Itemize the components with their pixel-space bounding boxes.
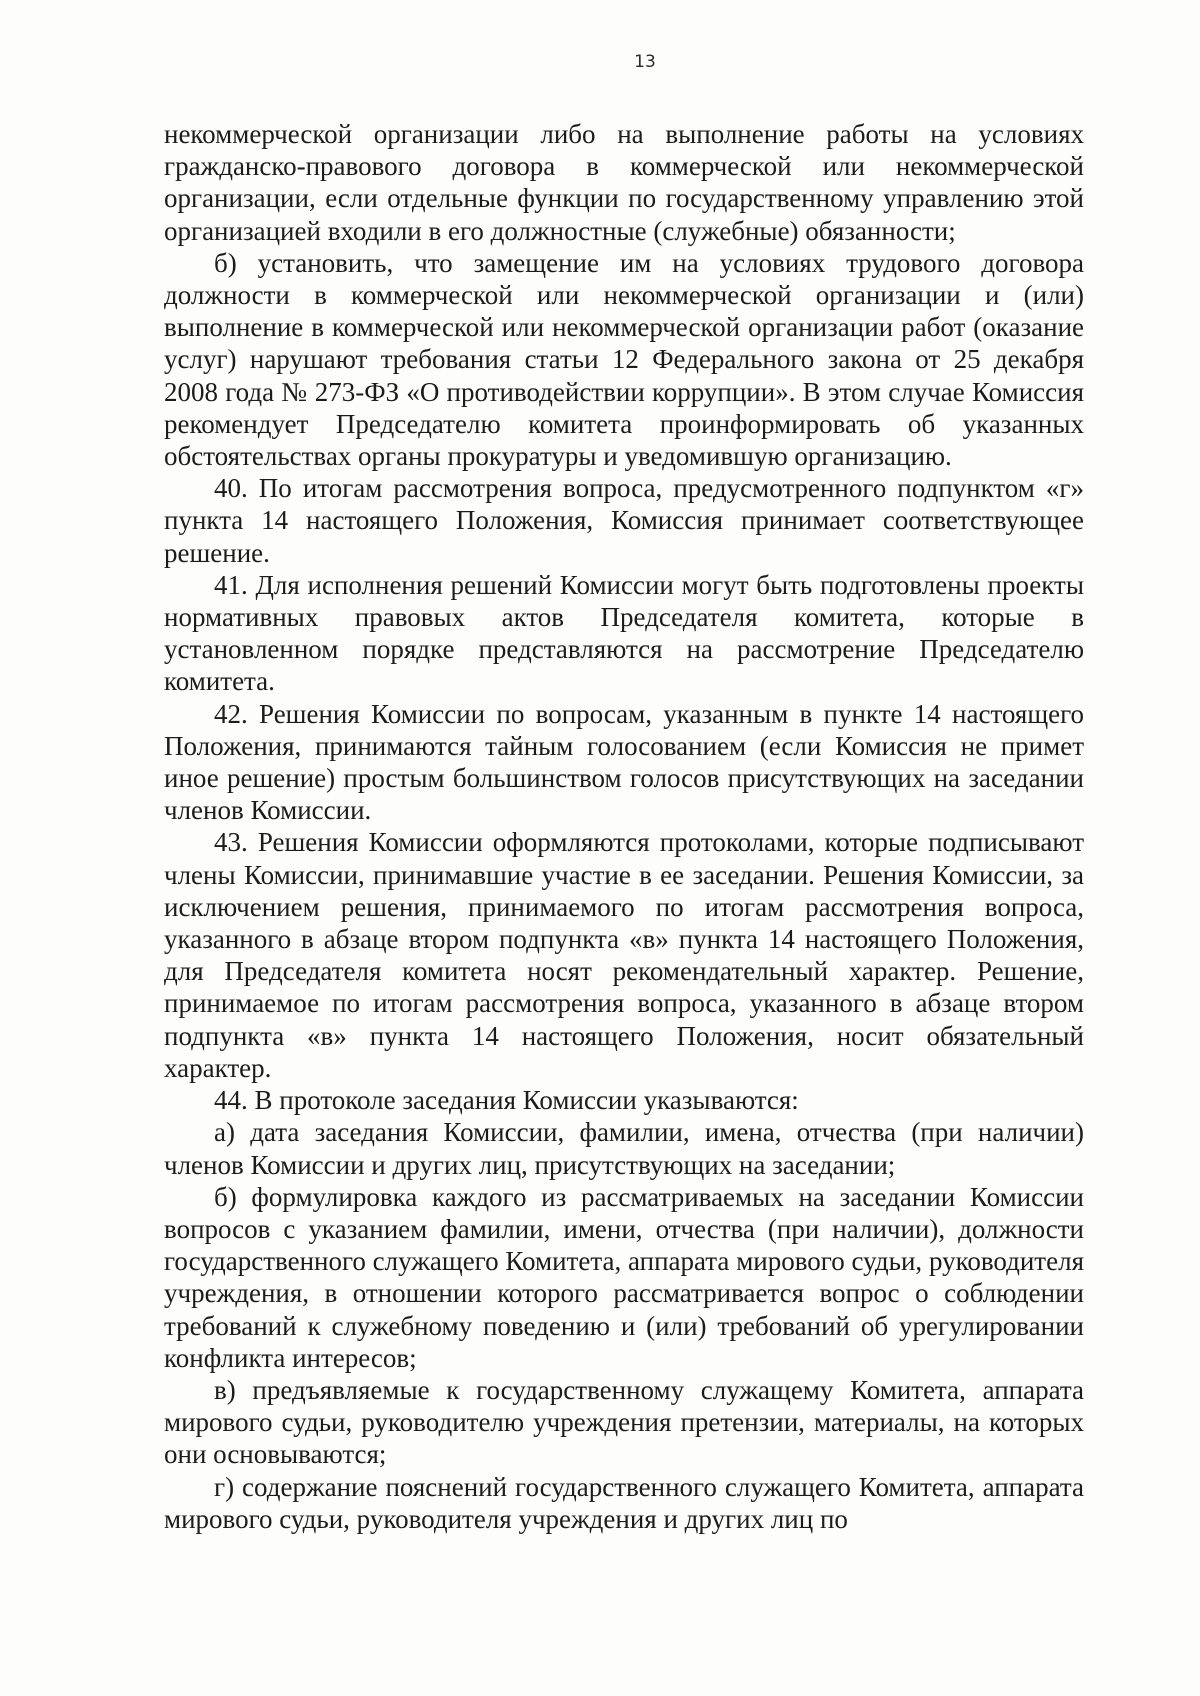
paragraph-40: 40. По итогам рассмотрения вопроса, предусмотренного подпунктом «г» пункта 14 настоящего Положения, Комиссия принимает соответствующее решение. xyxy=(164,473,1084,568)
paragraph-44a: а) дата заседания Комиссии, фамилии, имена, отчества (при наличии) членов Комиссии и других лиц, присутствующих на заседании; xyxy=(164,1117,1084,1180)
paragraph-44: 44. В протоколе заседания Комиссии указываются: xyxy=(214,1085,799,1116)
page-number: 13 xyxy=(634,52,656,72)
paragraph-42: 42. Решения Комиссии по вопросам, указанным в пункте 14 настоящего Положения, принимаются тайным голосованием (если Комиссия не примет иное решение) простым большинством голосов присутствующих на заседании членов Комиссии. xyxy=(164,698,1084,826)
paragraph-44g: г) содержание пояснений государственного служащего Комитета, аппарата мирового судьи, руководителя учреждения и других лиц по xyxy=(164,1471,1084,1534)
paragraph-continuation: некоммерческой организации либо на выполнение работы на условиях гражданско-правового договора в коммерческой или некоммерческой организации, если отдельные функции по государственному управлению этой организацией входили в его должностные (служебные) обязанности; xyxy=(164,119,1084,246)
paragraph-39b: б) установить, что замещение им на условиях трудового договора должности в коммерческой или некоммерческой организации и (или) выполнение в коммерческой или некоммерческой организации работ (оказание услуг) нарушают требования статьи 12 Федерального закона от 25 декабря 2008 года № 273-ФЗ «О противодействии коррупции». В этом случае Комиссия рекомендует Председателю комитета проинформировать об указанных обстоятельствах органы прокуратуры и уведомившую организацию. xyxy=(164,247,1084,472)
document-body xyxy=(164,118,1084,1535)
paragraph-44v: в) предъявляемые к государственному служащему Комитета, аппарата мирового судьи, руководителю учреждения претензии, материалы, на которых они основываются; xyxy=(164,1374,1084,1470)
paragraph-43: 43. Решения Комиссии оформляются протоколами, которые подписывают члены Комиссии, принимавшие участие в ее заседании. Решения Комиссии, за исключением решения, принимаемого по итогам рассмотрения вопроса, указанного в абзаце втором подпункта «в» пункта 14 настоящего Положения, для Председателя комитета носят рекомендательный характер. Решение, принимаемое по итогам рассмотрения вопроса, указанного в абзаце втором подпункта «в» пункта 14 настоящего Положения, носит обязательный характер. xyxy=(164,827,1084,1083)
paragraph-41: 41. Для исполнения решений Комиссии могут быть подготовлены проекты нормативных правовых актов Председателя комитета, которые в установленном порядке представляются на рассмотрение Председателю комитета. xyxy=(164,569,1084,697)
paragraph-44b: б) формулировка каждого из рассматриваемых на заседании Комиссии вопросов с указанием фамилии, имени, отчества (при наличии), должности государственного служащего Комитета, аппарата мирового судьи, руководителя учреждения, в отношении которого рассматривается вопрос о соблюдении требований к служебному поведению и (или) требований об урегулировании конфликта интересов; xyxy=(164,1181,1084,1373)
